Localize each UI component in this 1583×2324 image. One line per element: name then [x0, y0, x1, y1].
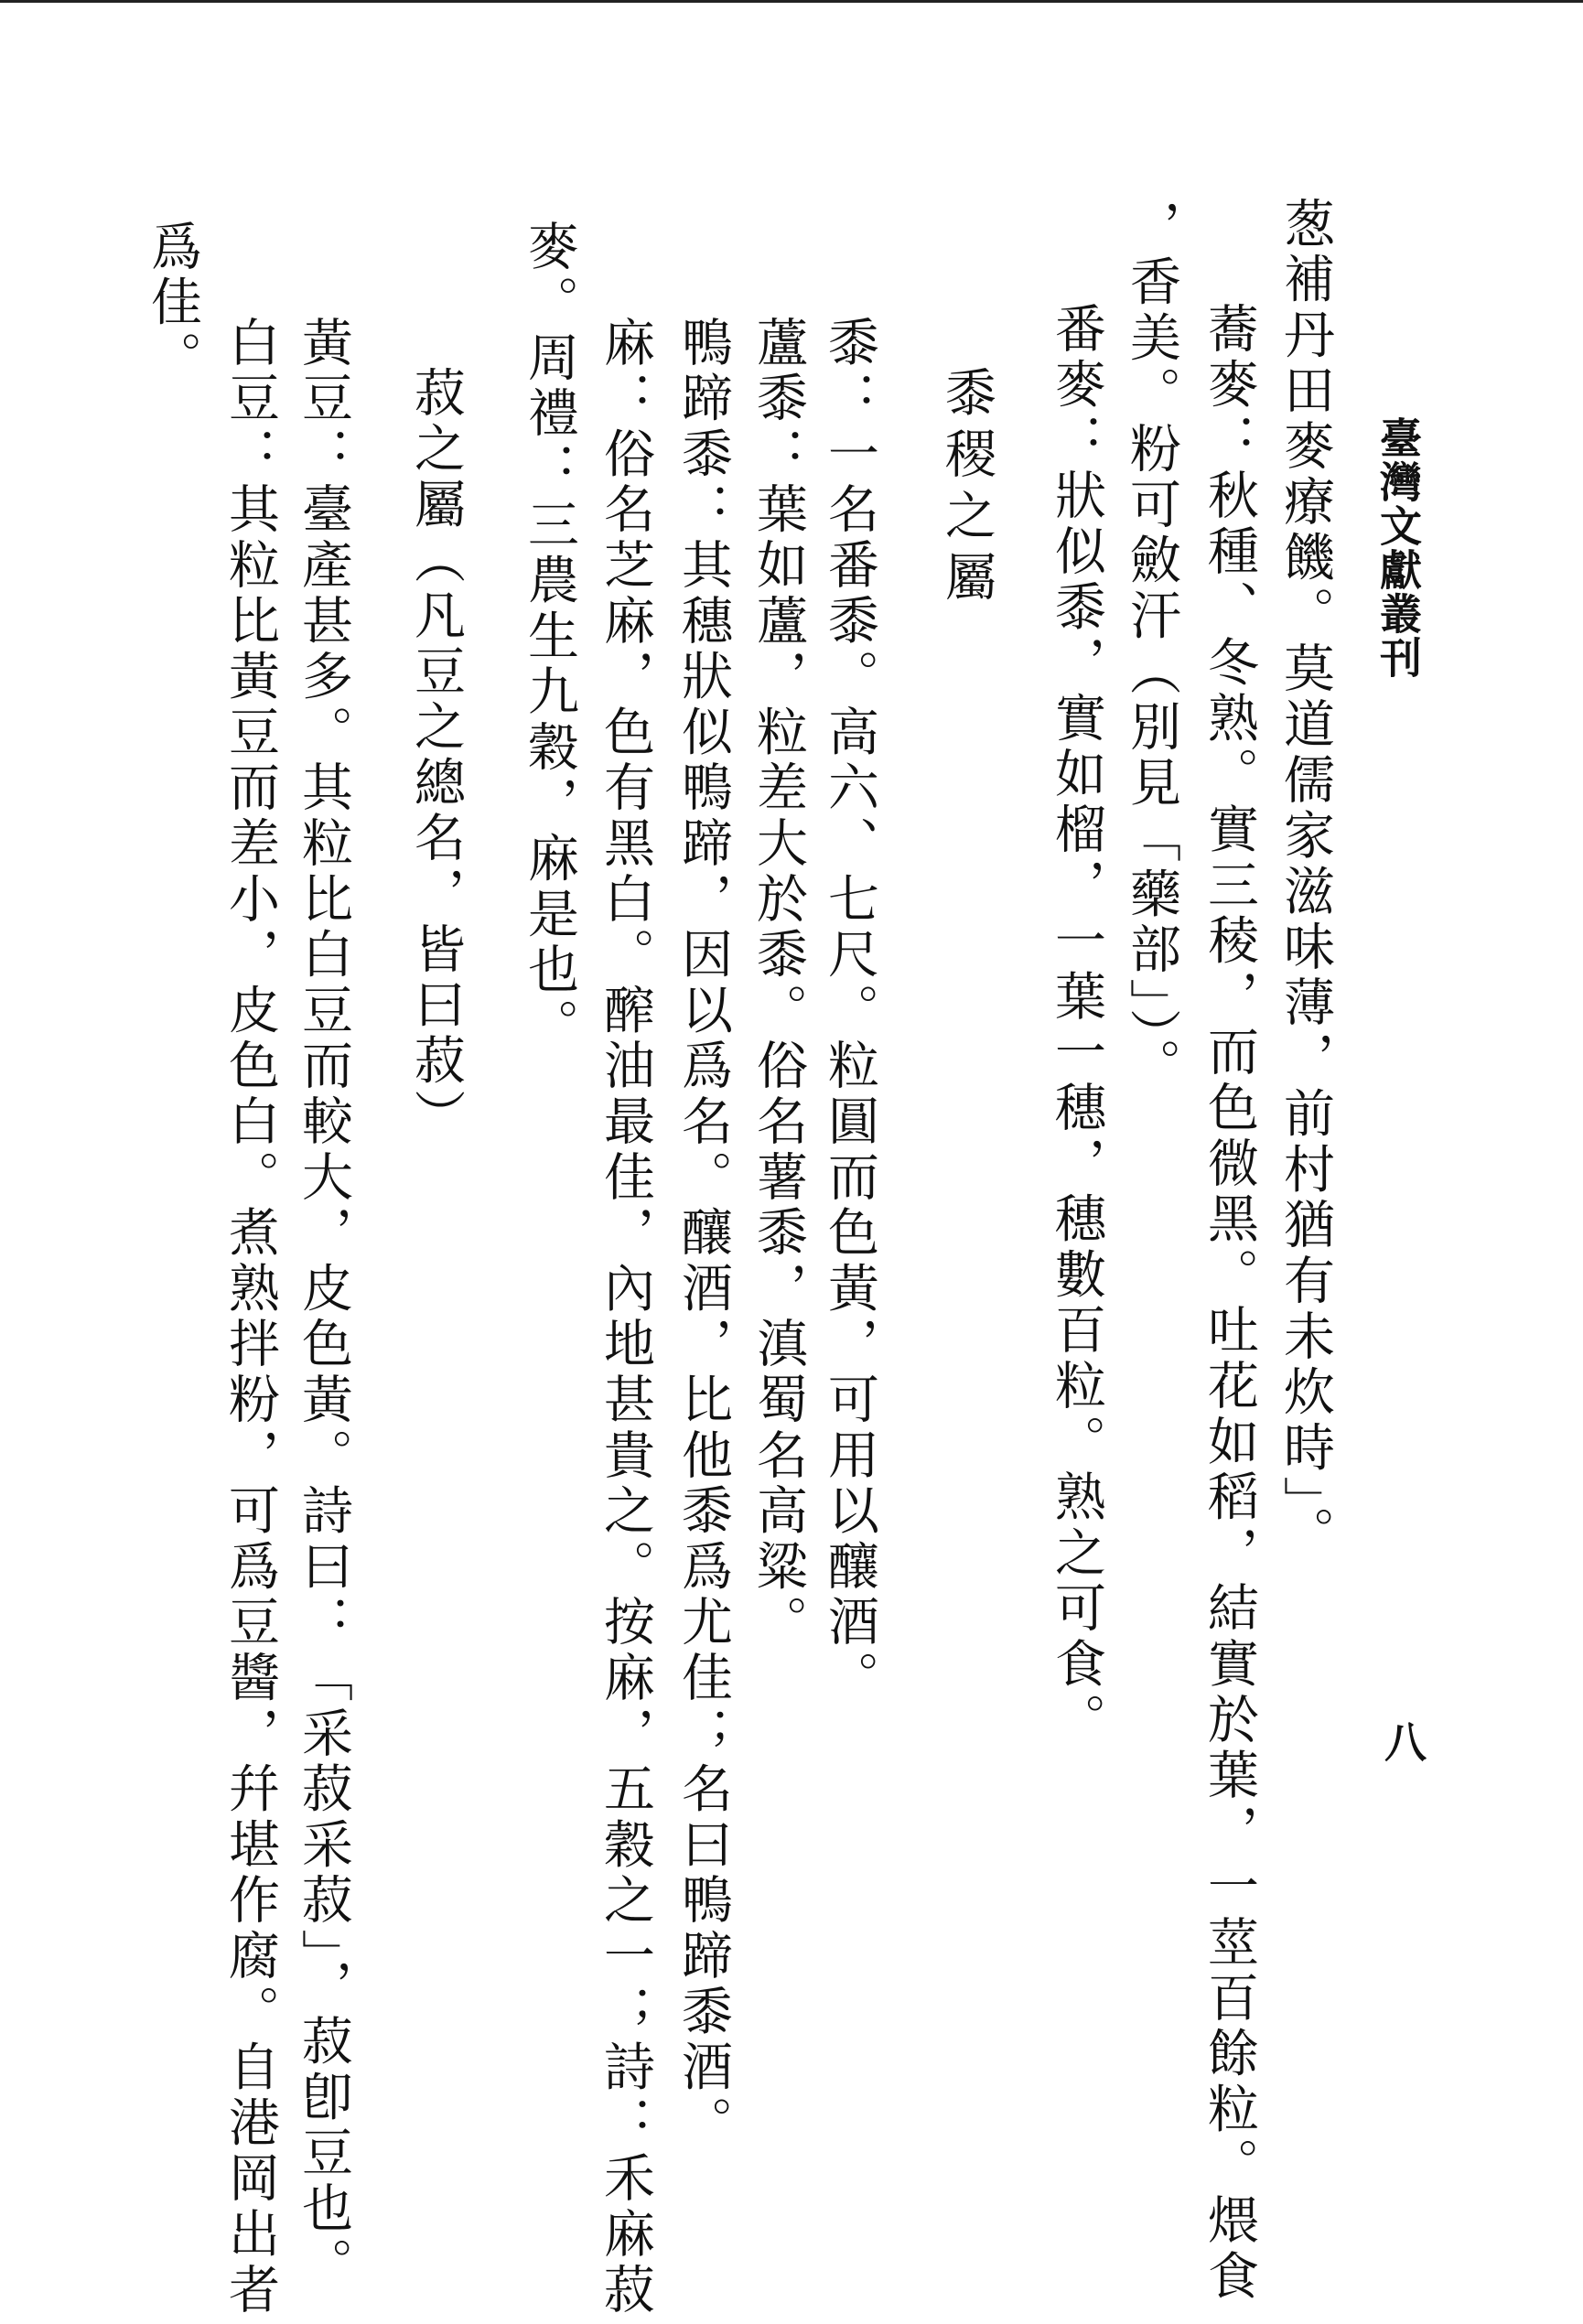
text-column-9: 麻：俗名芝麻，色有黑白。醡油最佳，內地甚貴之。按麻，五穀之一；詩：禾麻菽: [596, 316, 655, 2319]
page-number: 八: [1378, 1720, 1427, 1764]
text-column-10: 麥。周禮：三農生九穀，麻是也。: [520, 220, 579, 1054]
text-column-4: 番麥：狀似黍，實如榴，一葉一穗，穗數百粒。熟之可食。: [1047, 302, 1106, 1748]
text-column-3: ，香美。粉可斂汗（別見「藥部」）。: [1122, 199, 1181, 1094]
text-column-14: 爲佳。: [143, 220, 202, 387]
top-rule: [0, 0, 1583, 3]
text-column-2: 蕎麥：秋種、冬熟。實三稜，而色微黑。吐花如稻，結實於葉，一莖百餘粒。煨食: [1200, 302, 1259, 2305]
text-column-7: 蘆黍：葉如蘆，粒差大於黍。俗名薯黍，滇蜀名高粱。: [748, 316, 808, 1652]
text-column-1: 葱補丹田麥療饑。莫道儒家滋味薄，前村猶有未炊時」。: [1276, 197, 1335, 1562]
text-column-12: 黃豆：臺產甚多。其粒比白豆而較大，皮色黃。詩曰：「采菽采菽」，菽卽豆也。: [294, 316, 353, 2293]
series-title: 臺灣文獻叢刊: [1373, 416, 1423, 680]
section-heading-beans: 菽之屬（凡豆之總名，皆曰菽）: [406, 366, 466, 1146]
text-column-6: 黍：一名番黍。高六、七尺。粒圓而色黃，可用以釀酒。: [820, 316, 879, 1706]
text-column-13: 白豆：其粒比黃豆而差小，皮色白。煮熟拌粉，可爲豆醬，幷堪作腐。自港岡出者: [221, 316, 280, 2319]
section-heading-millet: 黍稷之屬: [937, 366, 996, 611]
text-column-8: 鴨蹄黍：其穗狀似鴨蹄，因以爲名。釀酒，比他黍爲尤佳；名曰鴨蹄黍酒。: [673, 316, 733, 2152]
